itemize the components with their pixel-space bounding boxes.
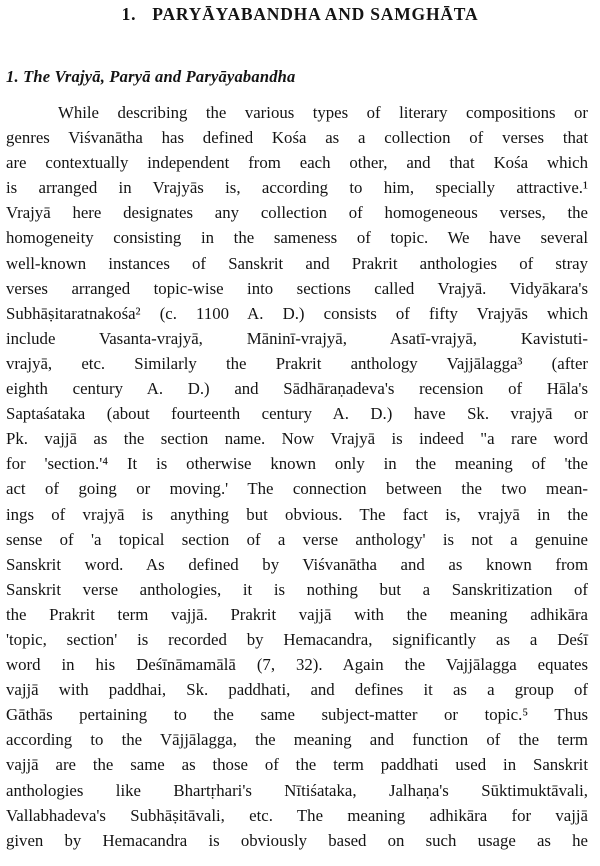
text-line: include Vasanta-vrajyā, Māninī-vrajyā, Asatī-vrajyā, Kavistuti- bbox=[6, 328, 588, 348]
text-line: vajjā are the same as those of the term paddhati used in Sanskrit bbox=[6, 755, 588, 775]
chapter-number: 1. bbox=[121, 4, 137, 24]
text-line: given by Hemacandra is obviously based on such usage as he bbox=[6, 830, 588, 850]
text-line: is arranged in Vrajyās is, according to him, specially attractive.¹ bbox=[6, 178, 588, 198]
text-line: vajjā with paddhai, Sk. paddhati, and defines it as a group of bbox=[6, 680, 588, 700]
text-line: word in his Deśīnāmamālā (7, 32). Again the Vajjālagga equates bbox=[6, 655, 588, 675]
chapter-heading bbox=[0, 4, 600, 25]
text-line: the Prakrit term vajjā. Prakrit vajjā with the meaning adhikāra bbox=[6, 604, 588, 624]
text-line: according to the Vājjālagga, the meaning and function of the term bbox=[6, 730, 588, 750]
text-line: Subhāṣitaratnakośa² (c. 1100 A. D.) consists of fifty Vrajyās which bbox=[6, 303, 588, 323]
text-line: verses arranged topic-wise into sections called Vrajyā. Vidyākara's bbox=[6, 278, 588, 298]
text-line: sense of 'a topical section of a verse anthology' is not a genuine bbox=[6, 529, 588, 549]
section-heading: 1. The Vrajyā, Paryā and Paryāyabandha bbox=[6, 67, 296, 86]
text-line: eighth century A. D.) and Sādhāraṇadeva's recension of Hāla's bbox=[6, 379, 588, 399]
text-line: anthologies like Bhartṛhari's Nītiśataka, Jalhaṇa's Sūktimuktāvali, bbox=[6, 780, 588, 800]
text-line: act of going or moving.' The connection between the two mean- bbox=[6, 479, 588, 499]
text-line: 'topic, section' is recorded by Hemacandra, significantly as a Deśī bbox=[6, 629, 588, 649]
text-line: Saptaśataka (about fourteenth century A. D.) have Sk. vrajyā or bbox=[6, 404, 588, 424]
text-line: well-known instances of Sanskrit and Prakrit anthologies of stray bbox=[6, 253, 588, 273]
text-line: vrajyā, etc. Similarly the Prakrit anthology Vajjālagga³ (after bbox=[6, 353, 588, 373]
text-line: ings of vrajyā is anything but obvious. The fact is, vrajyā in the bbox=[6, 504, 588, 524]
text-line: Vallabhadeva's Subhāṣitāvali, etc. The meaning adhikāra for vajjā bbox=[6, 805, 588, 825]
text-line: are contextually independent from each other, and that Kośa which bbox=[6, 153, 588, 173]
text-line: Gāthās pertaining to the same subject-matter or topic.⁵ Thus bbox=[6, 705, 588, 725]
text-line: Sanskrit word. As defined by Viśvanātha and as known from bbox=[6, 554, 588, 574]
text-line: homogeneity consisting in the sameness of topic. We have several bbox=[6, 228, 588, 248]
text-line: Vrajyā here designates any collection of homogeneous verses, the bbox=[6, 203, 588, 223]
body-paragraph bbox=[6, 100, 588, 853]
text-line: genres Viśvanātha has defined Kośa as a collection of verses that bbox=[6, 128, 588, 148]
text-line: for 'section.'⁴ It is otherwise known only in the meaning of 'the bbox=[6, 454, 588, 474]
text-line: Pk. vajjā as the section name. Now Vrajyā is indeed "a rare word bbox=[6, 429, 588, 449]
text-line: While describing the various types of literary compositions or bbox=[58, 103, 588, 122]
text-line: Sanskrit verse anthologies, it is nothing but a Sanskritization of bbox=[6, 579, 588, 599]
chapter-title: PARYĀYABANDHA AND SAMGHĀTA bbox=[152, 4, 479, 24]
